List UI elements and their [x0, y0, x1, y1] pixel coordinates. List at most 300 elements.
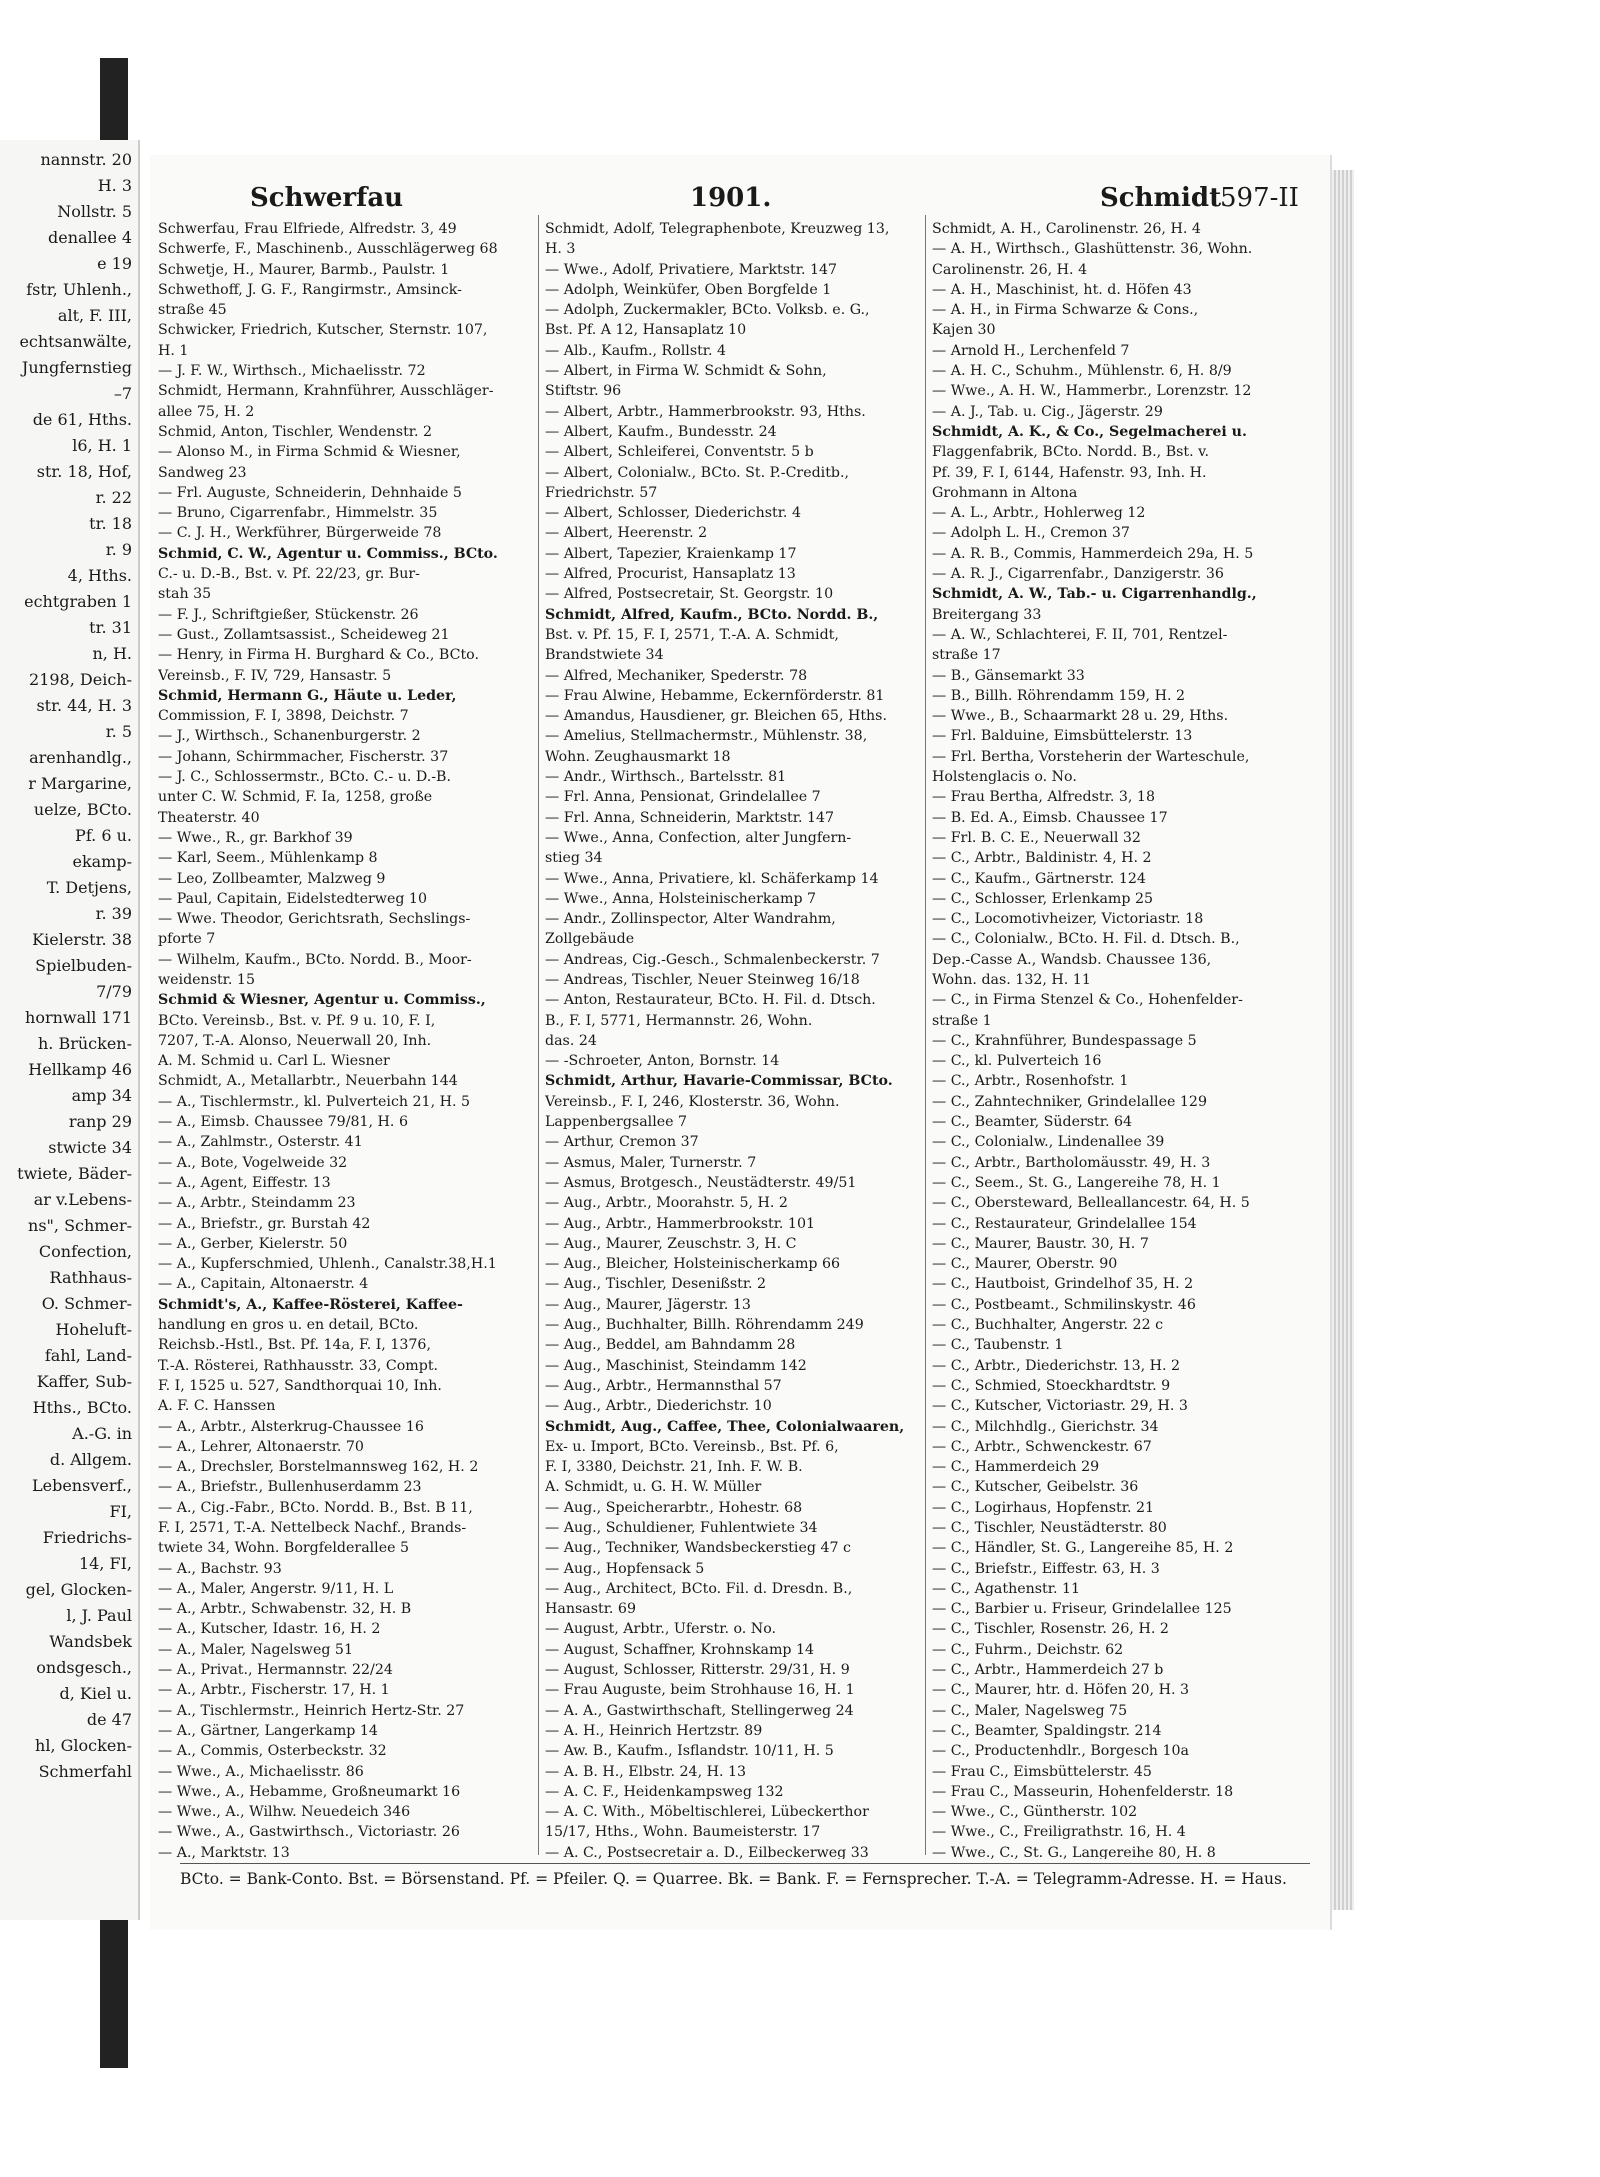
directory-entry: weidenstr. 15 — [158, 971, 255, 988]
directory-entry: — C., Tischler, Neustädterstr. 80 — [932, 1520, 1167, 1536]
directory-entry: — C., Milchhdlg., Gierichstr. 34 — [932, 1418, 1159, 1435]
prev-page-line: echtgraben 1 — [24, 592, 132, 611]
directory-entry: — C., Maurer, Oberstr. 90 — [932, 1256, 1118, 1273]
directory-entry: — Wwe., A. H. W., Hammerbr., Lorenzstr. 12 — [932, 383, 1252, 400]
prev-page-line: h. Brücken- — [37, 1034, 132, 1053]
prev-page-line: hl, Glocken- — [35, 1736, 132, 1755]
directory-entry: — A. C. With., Möbeltischlerei, Lübeckerthor — [545, 1804, 869, 1821]
directory-entry: — C., Schmied, Stoeckhardtstr. 9 — [932, 1377, 1171, 1394]
prev-page-line: tr. 18 — [89, 514, 132, 533]
prev-page-line: Pf. 6 u. — [75, 826, 132, 845]
directory-entry: — A. W., Schlachterei, F. II, 701, Rentzel- — [932, 626, 1228, 643]
directory-entry: — C., Agathenstr. 11 — [932, 1580, 1081, 1597]
prev-page-line: Kaffer, Sub- — [36, 1372, 132, 1391]
directory-entry: — August, Arbtr., Uferstr. o. No. — [545, 1621, 777, 1638]
directory-entry: — C., Hammerdeich 29 — [932, 1459, 1100, 1476]
directory-entry: — C., Kutscher, Geibelstr. 36 — [932, 1479, 1139, 1496]
directory-entry: — Albert, Schleiferei, Conventstr. 5 b — [545, 444, 814, 461]
directory-entry: — C., Obersteward, Belleallancestr. 64, H. 5 — [932, 1195, 1250, 1212]
directory-entry: — C., Maurer, htr. d. Höfen 20, H. 3 — [932, 1682, 1189, 1699]
directory-entry: Bst. v. Pf. 15, F. I, 2571, T.-A. A. Schmidt, — [545, 626, 839, 643]
directory-entry: — A., Arbtr., Fischerstr. 17, H. 1 — [158, 1682, 390, 1699]
prev-page-line: FI, — [109, 1502, 132, 1521]
directory-entry: — A. H., Maschinist, ht. d. Höfen 43 — [932, 281, 1192, 298]
prev-page-line: l, J. Paul — [66, 1606, 132, 1625]
directory-entry: 15/17, Hths., Wohn. Baumeisterstr. 17 — [545, 1824, 821, 1841]
prev-page-line: Friedrichs- — [42, 1528, 132, 1547]
directory-entry: — Adolph, Zuckermakler, BCto. Volksb. e. G., — [545, 302, 870, 319]
prev-page-line: Schmerfahl — [38, 1762, 132, 1781]
directory-entry: stah 35 — [158, 586, 212, 603]
directory-entry: — A., Briefstr., gr. Burstah 42 — [158, 1215, 371, 1232]
prev-page-line: Spielbuden- — [35, 956, 132, 975]
directory-entry: — Frl. Auguste, Schneiderin, Dehnhaide 5 — [158, 484, 462, 501]
directory-entry: Breitergang 33 — [932, 606, 1042, 623]
directory-entry: — Wwe., A., Hebamme, Großneumarkt 16 — [158, 1783, 461, 1800]
directory-entry: — Frl. Bertha, Vorsteherin der Warteschule, — [932, 748, 1250, 765]
directory-entry: T.-A. Rösterei, Rathhausstr. 33, Compt. — [158, 1357, 439, 1374]
directory-entry: Theaterstr. 40 — [158, 809, 260, 826]
directory-entry: Holstenglacis o. No. — [932, 769, 1077, 786]
directory-entry: — J., Wirthsch., Schanenburgerstr. 2 — [158, 728, 421, 745]
directory-entry: — B. Ed. A., Eimsb. Chaussee 17 — [932, 809, 1168, 826]
directory-entry: — Wwe., B., Schaarmarkt 28 u. 29, Hths. — [932, 708, 1229, 725]
directory-entry: — A., Maler, Angerstr. 9/11, H. L — [158, 1580, 394, 1597]
prev-page-line: n, H. — [92, 644, 132, 663]
directory-entry: — C., Tischler, Rosenstr. 26, H. 2 — [932, 1621, 1169, 1638]
directory-entry: — A., Commis, Osterbeckstr. 32 — [158, 1743, 387, 1760]
directory-entry: — C., Maler, Nagelsweg 75 — [932, 1702, 1128, 1719]
directory-entry: — Aw. B., Kaufm., Isflandstr. 10/11, H. 5 — [545, 1743, 834, 1760]
directory-entry: H. 1 — [158, 342, 189, 359]
directory-entry: — J. C., Schlossermstr., BCto. C.- u. D.-B. — [158, 769, 451, 786]
directory-entry: Schmidt, A., Metallarbtr., Neuerbahn 144 — [158, 1073, 458, 1090]
directory-entry: — Alfred, Mechaniker, Spederstr. 78 — [545, 667, 808, 684]
directory-entry: A. M. Schmid u. Carl L. Wiesner — [158, 1053, 390, 1070]
directory-entry: — Aug., Maurer, Jägerstr. 13 — [545, 1296, 751, 1313]
directory-entry: — Aug., Arbtr., Moorahstr. 5, H. 2 — [545, 1195, 788, 1212]
directory-entry: — C., Händler, St. G., Langereihe 85, H. 2 — [932, 1540, 1234, 1557]
prev-page-line: Wandsbek — [49, 1632, 132, 1651]
prev-page-line: uelze, BCto. — [33, 800, 132, 819]
directory-entry: — Wilhelm, Kaufm., BCto. Nordd. B., Moor- — [158, 951, 472, 968]
directory-entry: — Aug., Techniker, Wandsbeckerstieg 47 c — [545, 1540, 851, 1557]
directory-entry: — C., Taubenstr. 1 — [932, 1337, 1064, 1354]
directory-entry: — Gust., Zollamtsassist., Scheideweg 21 — [158, 626, 450, 643]
directory-entry: F. I, 3380, Deichstr. 21, Inh. F. W. B. — [545, 1459, 803, 1476]
directory-entry: — Amelius, Stellmachermstr., Mühlenstr. 38, — [545, 728, 868, 745]
directory-entry: — Aug., Buchhalter, Billh. Röhrendamm 249 — [545, 1317, 864, 1334]
directory-entry: — C., Arbtr., Schwenckestr. 67 — [932, 1438, 1152, 1455]
directory-entry: — A., Zahlmstr., Osterstr. 41 — [158, 1134, 363, 1151]
directory-entry: — Wwe., A., Gastwirthsch., Victoriastr. 26 — [158, 1824, 460, 1841]
prev-page-line: ns", Schmer- — [28, 1216, 132, 1235]
prev-page-line: hornwall 171 — [25, 1008, 132, 1027]
page-number: 597-II — [1220, 183, 1299, 213]
directory-entry: — August, Schaffner, Krohnskamp 14 — [545, 1641, 815, 1658]
prev-page-line: echtsanwälte, — [19, 332, 132, 351]
directory-entry: — C., Maurer, Baustr. 30, H. 7 — [932, 1235, 1149, 1252]
directory-entry: das. 24 — [545, 1032, 597, 1049]
prev-page-line: ranp 29 — [68, 1112, 132, 1131]
directory-entry: Schmid, C. W., Agentur u. Commiss., BCto. — [158, 545, 498, 562]
directory-entry: Brandstwiete 34 — [545, 647, 664, 664]
directory-entry: — Andreas, Tischler, Neuer Steinweg 16/18 — [545, 971, 860, 988]
directory-entry: — C., Seem., St. G., Langereihe 78, H. 1 — [932, 1174, 1221, 1191]
directory-entry: — Bruno, Cigarrenfabr., Himmelstr. 35 — [158, 505, 438, 522]
directory-entry: — C., Arbtr., Hammerdeich 27 b — [932, 1662, 1164, 1679]
directory-entry: — Albert, Arbtr., Hammerbrookstr. 93, Hths. — [545, 403, 866, 420]
directory-entry: — Aug., Maurer, Zeuschstr. 3, H. C — [545, 1235, 797, 1252]
directory-entry: Sandweg 23 — [158, 464, 247, 481]
directory-entry: — C., Productenhdlr., Borgesch 10a — [932, 1743, 1189, 1760]
directory-entry: Kajen 30 — [932, 322, 996, 339]
directory-entry: — A., Gerber, Kielerstr. 50 — [158, 1235, 348, 1252]
directory-entry: — C., Arbtr., Bartholomäusstr. 49, H. 3 — [932, 1154, 1211, 1171]
directory-entry: — Wwe., C., Freiligrathstr. 16, H. 4 — [932, 1824, 1186, 1841]
directory-entry: Schmidt, Hermann, Krahnführer, Ausschläger- — [158, 383, 494, 400]
prev-page-line: T. Detjens, — [46, 878, 132, 897]
directory-entry: — Albert, Tapezier, Kraienkamp 17 — [545, 545, 797, 562]
page-edges — [1332, 170, 1354, 1910]
directory-entry: Schwetje, H., Maurer, Barmb., Paulstr. 1 — [158, 261, 450, 278]
directory-entry: — Aug., Arbtr., Hammerbrookstr. 101 — [545, 1215, 816, 1232]
directory-entry: — Frau C., Eimsbüttelerstr. 45 — [932, 1763, 1152, 1780]
directory-entry: — C., Locomotivheizer, Victoriastr. 18 — [932, 911, 1204, 928]
directory-entry: — Wwe., R., gr. Barkhof 39 — [158, 829, 353, 846]
directory-entry: — Frl. B. C. E., Neuerwall 32 — [932, 829, 1141, 846]
directory-entry: straße 1 — [932, 1012, 992, 1029]
directory-entry: — A., Maler, Nagelsweg 51 — [158, 1641, 353, 1658]
directory-entry: — Frl. Balduine, Eimsbüttelerstr. 13 — [932, 728, 1193, 745]
directory-entry: — C., Restaurateur, Grindelallee 154 — [932, 1215, 1197, 1232]
directory-entry: Ex- u. Import, BCto. Vereinsb., Bst. Pf. 6, — [545, 1438, 839, 1455]
directory-entry: — A. L., Arbtr., Hohlerweg 12 — [932, 505, 1146, 522]
directory-entry: Hansastr. 69 — [545, 1601, 636, 1618]
directory-entry: — Henry, in Firma H. Burghard & Co., BCto. — [158, 647, 479, 664]
column-divider — [538, 215, 539, 1855]
directory-entry: — Andr., Zollinspector, Alter Wandrahm, — [545, 911, 836, 928]
directory-entry: — A. H., in Firma Schwarze & Cons., — [932, 302, 1199, 319]
prev-page-line: e 19 — [97, 254, 132, 273]
directory-entry: — Adolph L. H., Cremon 37 — [932, 525, 1130, 542]
directory-entry: B., F. I, 5771, Hermannstr. 26, Wohn. — [545, 1012, 813, 1029]
directory-entry: — Wwe., Adolf, Privatiere, Marktstr. 147 — [545, 261, 838, 278]
prev-page-line: Nollstr. 5 — [57, 202, 132, 221]
directory-entry: — Aug., Tischler, Desenißstr. 2 — [545, 1276, 767, 1293]
directory-entry: Commission, F. I, 3898, Deichstr. 7 — [158, 708, 409, 725]
directory-entry: — A. A., Gastwirthschaft, Stellingerweg 24 — [545, 1702, 854, 1719]
directory-entry: Schmidt, Adolf, Telegraphenbote, Kreuzweg 13, — [545, 221, 890, 237]
directory-entry: — C., Logirhaus, Hopfenstr. 21 — [932, 1499, 1155, 1516]
directory-entry: Bst. Pf. A 12, Hansaplatz 10 — [545, 322, 747, 339]
directory-entry: — A., Arbtr., Steindamm 23 — [158, 1195, 356, 1212]
directory-entry: — Albert, Kaufm., Bundesstr. 24 — [545, 423, 777, 440]
directory-entry: — C., kl. Pulverteich 16 — [932, 1053, 1102, 1070]
prev-page-line: d, Kiel u. — [59, 1684, 132, 1703]
directory-entry: H. 3 — [545, 241, 576, 258]
directory-entry: — Aug., Architect, BCto. Fil. d. Dresdn. B., — [545, 1580, 853, 1597]
prev-page-line: H. 3 — [97, 176, 132, 195]
directory-entry: — Wwe., A., Michaelisstr. 86 — [158, 1763, 364, 1780]
prev-page-line: Hellkamp 46 — [28, 1060, 132, 1079]
directory-entry: Schmidt, Aug., Caffee, Thee, Colonialwaaren, — [545, 1418, 905, 1435]
directory-entry: — C., Arbtr., Rosenhofstr. 1 — [932, 1073, 1129, 1090]
prev-page-line: –7 — [113, 384, 132, 403]
column-2 — [545, 219, 915, 1859]
directory-entry: — F. J., Schriftgießer, Stückenstr. 26 — [158, 606, 419, 623]
directory-entry: — Arnold H., Lerchenfeld 7 — [932, 342, 1130, 359]
directory-entry: Grohmann in Altona — [932, 484, 1078, 501]
previous-page-fragment — [0, 140, 140, 1920]
directory-entry: — C., Buchhalter, Angerstr. 22 c — [932, 1317, 1164, 1334]
directory-entry: — Wwe., C., St. G., Langereihe 80, H. 8 — [932, 1844, 1216, 1859]
prev-page-line: Hoheluft- — [55, 1320, 132, 1339]
directory-entry: — A., Privat., Hermannstr. 22/24 — [158, 1662, 393, 1679]
directory-entry: Schmid, Anton, Tischler, Wendenstr. 2 — [158, 423, 433, 440]
header-left-keyword: Schwerfau — [250, 183, 404, 213]
directory-entry: — A., Tischlermstr., kl. Pulverteich 21, H. 5 — [158, 1093, 471, 1110]
directory-entry: — Frau C., Masseurin, Hohenfelderstr. 18 — [932, 1783, 1234, 1800]
directory-entry: — Andreas, Cig.-Gesch., Schmalenbeckerstr. 7 — [545, 951, 880, 968]
directory-entry: Schwethoff, J. G. F., Rangirmstr., Amsinck- — [158, 281, 462, 298]
directory-entry: — J. F. W., Wirthsch., Michaelisstr. 72 — [158, 363, 426, 380]
directory-entry: — C., Colonialw., Lindenallee 39 — [932, 1134, 1165, 1151]
directory-entry: Schmidt, Arthur, Havarie-Commissar, BCto. — [545, 1073, 893, 1090]
prev-page-line: 14, FI, — [78, 1554, 132, 1573]
directory-entry: — C., Zahntechniker, Grindelallee 129 — [932, 1093, 1207, 1110]
prev-page-line: str. 18, Hof, — [36, 462, 132, 481]
directory-entry: — A., Cig.-Fabr., BCto. Nordd. B., Bst. B 11, — [158, 1499, 473, 1516]
directory-entry: A. Schmidt, u. G. H. W. Müller — [545, 1479, 762, 1496]
directory-entry: Schwerfe, F., Maschinenb., Ausschlägerweg 68 — [158, 241, 498, 258]
directory-entry: — C., Krahnführer, Bundespassage 5 — [932, 1032, 1197, 1049]
prev-page-line: stwicte 34 — [48, 1138, 132, 1157]
directory-entry: — Wwe., C., Güntherstr. 102 — [932, 1804, 1138, 1821]
directory-entry: — A. J., Tab. u. Cig., Jägerstr. 29 — [932, 403, 1163, 420]
directory-entry: stieg 34 — [545, 850, 603, 867]
directory-entry: — Aug., Beddel, am Bahndamm 28 — [545, 1337, 796, 1354]
directory-entry: — Wwe., Anna, Privatiere, kl. Schäferkamp 14 — [545, 870, 879, 887]
directory-entry: — Aug., Arbtr., Hermannsthal 57 — [545, 1377, 782, 1394]
directory-entry: Vereinsb., F. IV, 729, Hansastr. 5 — [158, 667, 392, 684]
directory-entry: — C., Kutscher, Victoriastr. 29, H. 3 — [932, 1398, 1188, 1415]
prev-page-line: Jungfernstieg — [21, 358, 132, 377]
directory-entry: — A. C., Postsecretair a. D., Eilbeckerweg 33 — [545, 1844, 869, 1859]
directory-entry: — C., Fuhrm., Deichstr. 62 — [932, 1641, 1124, 1658]
directory-entry: twiete 34, Wohn. Borgfelderallee 5 — [158, 1540, 410, 1557]
prev-page-line: de 47 — [86, 1710, 132, 1729]
directory-entry: — Leo, Zollbeamter, Malzweg 9 — [158, 870, 386, 887]
directory-entry: Schwicker, Friedrich, Kutscher, Sternstr. 107, — [158, 322, 488, 339]
prev-page-line: r Margarine, — [28, 774, 132, 793]
directory-entry: — A., Marktstr. 13 — [158, 1844, 290, 1859]
directory-entry: A. F. C. Hanssen — [158, 1398, 276, 1415]
directory-entry: — A., Kupferschmied, Uhlenh., Canalstr.38,H.1 — [158, 1256, 497, 1273]
prev-page-line: r. 5 — [105, 722, 132, 741]
directory-entry: — C., Beamter, Spaldingstr. 214 — [932, 1722, 1162, 1739]
directory-entry: — Frau Alwine, Hebamme, Eckernförderstr. 81 — [545, 687, 885, 704]
directory-entry: Schmidt, A. H., Carolinenstr. 26, H. 4 — [932, 221, 1201, 237]
directory-entry: — Alfred, Postsecretair, St. Georgstr. 10 — [545, 586, 834, 603]
prev-page-line: tr. 31 — [89, 618, 132, 637]
directory-entry: — Alonso M., in Firma Schmid & Wiesner, — [158, 444, 461, 461]
directory-entry: — C., Kaufm., Gärtnerstr. 124 — [932, 870, 1146, 887]
directory-entry: — Karl, Seem., Mühlenkamp 8 — [158, 850, 378, 867]
directory-entry: — Paul, Capitain, Eidelstedterweg 10 — [158, 890, 427, 907]
directory-entry: — Wwe., A., Wilhw. Neuedeich 346 — [158, 1804, 411, 1821]
prev-page-line: Rathhaus- — [49, 1268, 132, 1287]
directory-entry: — A. H., Heinrich Hertzstr. 89 — [545, 1722, 763, 1739]
directory-entry: Schmidt, A. K., & Co., Segelmacherei u. — [932, 423, 1247, 440]
directory-entry: Schmidt, Alfred, Kaufm., BCto. Nordd. B., — [545, 606, 879, 623]
directory-page — [150, 155, 1330, 1930]
directory-entry: — Wwe., Anna, Holsteinischerkamp 7 — [545, 890, 817, 907]
directory-entry: — A., Eimsb. Chaussee 79/81, H. 6 — [158, 1114, 408, 1131]
directory-entry: — Frl. Anna, Pensionat, Grindelallee 7 — [545, 789, 821, 806]
directory-entry: — C., Barbier u. Friseur, Grindelallee 125 — [932, 1601, 1232, 1618]
directory-entry: — Aug., Arbtr., Diederichstr. 10 — [545, 1398, 772, 1415]
prev-page-line: fahl, Land- — [44, 1346, 132, 1365]
directory-entry: — C., Schlosser, Erlenkamp 25 — [932, 890, 1154, 907]
header-right-keyword: Schmidt — [1100, 183, 1222, 213]
prev-page-line: 4, Hths. — [67, 566, 132, 585]
directory-entry: Wohn. das. 132, H. 11 — [932, 971, 1091, 988]
directory-entry: — C., Arbtr., Baldinistr. 4, H. 2 — [932, 850, 1152, 867]
directory-entry: — A., Gärtner, Langerkamp 14 — [158, 1722, 378, 1739]
directory-entry: — A., Briefstr., Bullenhuserdamm 23 — [158, 1479, 422, 1496]
directory-entry: — A. B. H., Elbstr. 24, H. 13 — [545, 1763, 747, 1780]
prev-page-line: Lebensverf., — [32, 1476, 132, 1495]
directory-entry: — Albert, Colonialw., BCto. St. P.-Creditb., — [545, 464, 850, 481]
prev-page-line: gel, Glocken- — [25, 1580, 132, 1599]
prev-page-line: ar v.Lebens- — [33, 1190, 132, 1209]
directory-entry: straße 17 — [932, 647, 1001, 664]
prev-page-line: l6, H. 1 — [72, 436, 132, 455]
directory-entry: — Asmus, Brotgesch., Neustädterstr. 49/51 — [545, 1174, 857, 1191]
directory-entry: — B., Billh. Röhrendamm 159, H. 2 — [932, 687, 1185, 704]
directory-entry: — Frl. Anna, Schneiderin, Marktstr. 147 — [545, 809, 835, 826]
prev-page-line: denallee 4 — [48, 228, 132, 247]
directory-entry: — Anton, Restaurateur, BCto. H. Fil. d. Dtsch. — [545, 992, 876, 1009]
column-divider — [925, 215, 926, 1855]
directory-entry: — Frau Bertha, Alfredstr. 3, 18 — [932, 789, 1155, 806]
directory-entry: — Aug., Bleicher, Holsteinischerkamp 66 — [545, 1256, 841, 1273]
directory-entry: — Amandus, Hausdiener, gr. Bleichen 65, Hths. — [545, 708, 887, 725]
directory-entry: F. I, 2571, T.-A. Nettelbeck Nachf., Brands- — [158, 1520, 467, 1536]
directory-entry: Wohn. Zeughausmarkt 18 — [545, 748, 731, 765]
prev-page-line: twiete, Bäder- — [17, 1164, 132, 1183]
directory-entry: pforte 7 — [158, 931, 216, 948]
prev-page-line: 2198, Deich- — [29, 670, 132, 689]
directory-entry: — A., Bachstr. 93 — [158, 1560, 282, 1577]
directory-entry: F. I, 1525 u. 527, Sandthorquai 10, Inh. — [158, 1377, 442, 1394]
directory-entry: Dep.-Casse A., Wandsb. Chaussee 136, — [932, 951, 1212, 968]
prev-page-line: Confection, — [38, 1242, 132, 1261]
directory-entry: Zollgebäude — [545, 931, 635, 948]
directory-entry: — C., in Firma Stenzel & Co., Hohenfelder- — [932, 992, 1243, 1009]
prev-page-line: r. 39 — [95, 904, 132, 923]
directory-entry: Vereinsb., F. I, 246, Klosterstr. 36, Wohn. — [545, 1093, 840, 1110]
directory-entry: — Aug., Hopfensack 5 — [545, 1560, 705, 1577]
abbreviation-legend: BCto. = Bank-Conto. Bst. = Börsenstand. Pf. = Pfeiler. Q. = Quarree. Bk. = Bank. F. = Fernsprecher. T.-A. = Telegramm-Adresse. H. = Haus. — [180, 1863, 1310, 1888]
directory-entry: — A., Tischlermstr., Heinrich Hertz-Str. 27 — [158, 1702, 465, 1719]
column-1 — [158, 219, 528, 1859]
directory-entry: — A., Lehrer, Altonaerstr. 70 — [158, 1438, 364, 1455]
directory-entry: — C., Briefstr., Eiffestr. 63, H. 3 — [932, 1560, 1160, 1577]
directory-entry: C.- u. D.-B., Bst. v. Pf. 22/23, gr. Bur- — [158, 566, 420, 583]
directory-entry: 7207, T.-A. Alonso, Neuerwall 20, Inh. — [158, 1032, 432, 1049]
directory-entry: — Alb., Kaufm., Rollstr. 4 — [545, 342, 727, 359]
directory-entry: — A. H. C., Schuhm., Mühlenstr. 6, H. 8/9 — [932, 363, 1232, 380]
directory-entry: Schmid, Hermann G., Häute u. Leder, — [158, 687, 457, 704]
directory-entry: unter C. W. Schmid, F. Ia, 1258, große — [158, 789, 433, 806]
prev-page-line: A.-G. in — [72, 1424, 132, 1443]
directory-entry: — A., Arbtr., Alsterkrug-Chaussee 16 — [158, 1418, 424, 1435]
directory-entry: — A. R. B., Commis, Hammerdeich 29a, H. 5 — [932, 545, 1254, 562]
directory-entry: — C., Colonialw., BCto. H. Fil. d. Dtsch. B., — [932, 931, 1240, 948]
directory-entry: — A., Bote, Vogelweide 32 — [158, 1154, 348, 1171]
prev-page-line: 7/79 — [96, 982, 132, 1001]
directory-entry: — C., Arbtr., Diederichstr. 13, H. 2 — [932, 1357, 1181, 1374]
prev-page-line: r. 22 — [95, 488, 132, 507]
directory-entry: — A. C. F., Heidenkampsweg 132 — [545, 1783, 784, 1800]
directory-entry: — Aug., Schuldiener, Fuhlentwiete 34 — [545, 1520, 818, 1536]
directory-entry: — A. R. J., Cigarrenfabr., Danzigerstr. 36 — [932, 566, 1224, 583]
directory-entry: — C., Hautboist, Grindelhof 35, H. 2 — [932, 1276, 1194, 1293]
directory-entry: — C., Beamter, Süderstr. 64 — [932, 1114, 1133, 1131]
directory-entry: allee 75, H. 2 — [158, 403, 255, 420]
directory-entry: — A., Kutscher, Idastr. 16, H. 2 — [158, 1621, 381, 1638]
directory-entry: — Arthur, Cremon 37 — [545, 1134, 699, 1151]
directory-entry: — A. H., Wirthsch., Glashüttenstr. 36, Wohn. — [932, 241, 1253, 258]
directory-entry: — Alfred, Procurist, Hansaplatz 13 — [545, 566, 796, 583]
directory-entry: — C., Postbeamt., Schmilinskystr. 46 — [932, 1296, 1196, 1313]
prev-page-line: nannstr. 20 — [40, 150, 132, 169]
directory-entry: — Andr., Wirthsch., Bartelsstr. 81 — [545, 769, 787, 786]
directory-entry: — B., Gänsemarkt 33 — [932, 667, 1085, 684]
prev-page-line: fstr, Uhlenh., — [26, 280, 132, 299]
prev-page-line: amp 34 — [71, 1086, 132, 1105]
directory-entry: Schmidt, A. W., Tab.- u. Cigarrenhandlg., — [932, 586, 1257, 603]
directory-entry: handlung en gros u. en detail, BCto. — [158, 1317, 419, 1334]
directory-entry: Pf. 39, F. I, 6144, Hafenstr. 93, Inh. H. — [932, 464, 1207, 481]
directory-entry: — Albert, Schlosser, Diederichstr. 4 — [545, 505, 801, 522]
prev-page-line: str. 44, H. 3 — [36, 696, 132, 715]
directory-entry: — Adolph, Weinküfer, Oben Borgfelde 1 — [545, 281, 832, 298]
directory-entry: — Johann, Schirmmacher, Fischerstr. 37 — [158, 748, 449, 765]
prev-page-line: arenhandlg., — [29, 748, 132, 767]
directory-entry: Lappenbergsallee 7 — [545, 1114, 688, 1131]
directory-entry: straße 45 — [158, 302, 227, 319]
directory-entry: — Wwe. Theodor, Gerichtsrath, Sechslings- — [158, 911, 471, 928]
directory-entry: Friedrichstr. 57 — [545, 484, 658, 501]
directory-entry: — Asmus, Maler, Turnerstr. 7 — [545, 1154, 757, 1171]
prev-page-line: ekamp- — [72, 852, 132, 871]
column-3 — [932, 219, 1302, 1859]
directory-entry: Stiftstr. 96 — [545, 383, 622, 400]
directory-entry: Reichsb.-Hstl., Bst. Pf. 14a, F. I, 1376, — [158, 1337, 431, 1354]
prev-page-line: Kielerstr. 38 — [32, 930, 132, 949]
prev-page-line: Hths., BCto. — [32, 1398, 132, 1417]
directory-entry: — Albert, in Firma W. Schmidt & Sohn, — [545, 363, 827, 380]
directory-entry: BCto. Vereinsb., Bst. v. Pf. 9 u. 10, F. I, — [158, 1012, 436, 1029]
directory-entry: — A., Agent, Eiffestr. 13 — [158, 1174, 331, 1191]
directory-entry: — Frau Auguste, beim Strohhause 16, H. 1 — [545, 1682, 855, 1699]
directory-entry: — Wwe., Anna, Confection, alter Jungfern- — [545, 829, 852, 846]
directory-entry: — Aug., Maschinist, Steindamm 142 — [545, 1357, 807, 1374]
directory-entry: — A., Capitain, Altonaerstr. 4 — [158, 1276, 369, 1293]
